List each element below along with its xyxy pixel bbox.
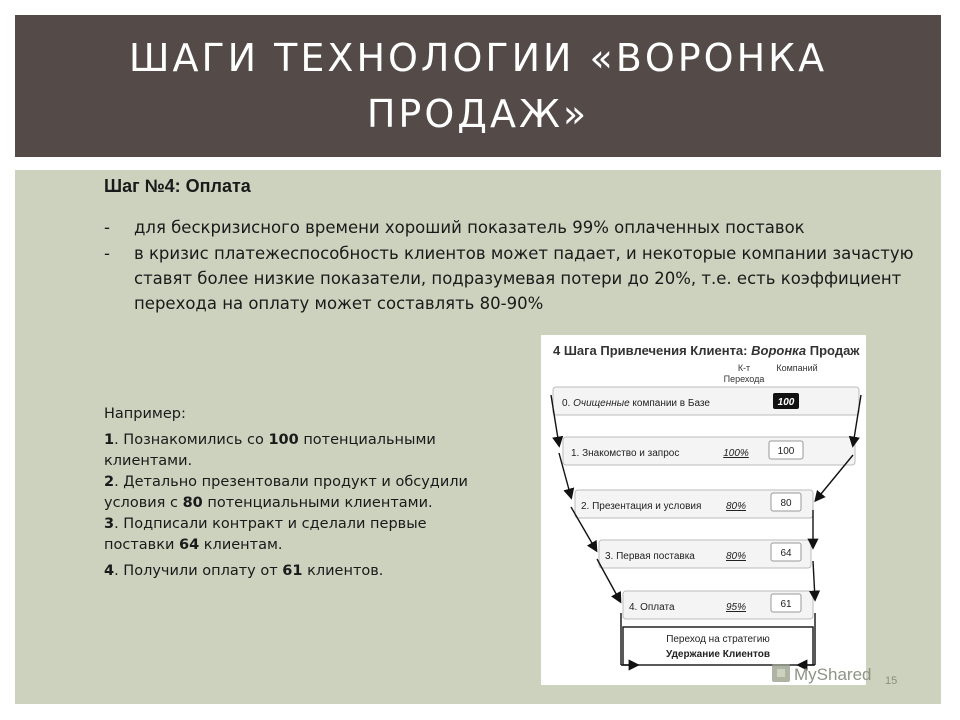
example-intro: Например: — [104, 406, 186, 422]
col-header-count: Компаний — [776, 363, 818, 373]
step-heading: Шаг №4: Оплата — [104, 176, 251, 196]
funnel-count: 61 — [780, 599, 792, 610]
funnel-count: 100 — [777, 397, 795, 408]
bullet-dash: - — [104, 244, 110, 263]
example-text: клиентам. — [199, 537, 283, 553]
bullet-text: для бескризисного времени хороший показатель 99% оплаченных поставок — [134, 218, 805, 237]
funnel-row-label: 3. Первая поставка — [605, 551, 695, 562]
funnel-count: 100 — [777, 446, 795, 457]
funnel-footer-line: Переход на стратегию — [666, 634, 770, 645]
funnel-row-label: 2. Презентация и условия — [581, 501, 702, 512]
funnel-count: 64 — [780, 548, 792, 559]
funnel-title: 4 Шага Привлечения Клиента: Воронка Продаж — [553, 343, 860, 358]
funnel-rate: 80% — [725, 501, 747, 512]
funnel-footer-line: Удержание Клиентов — [665, 649, 771, 660]
bullet-dash: - — [104, 218, 110, 237]
funnel-rate: 95% — [725, 602, 747, 613]
funnel-rate: 100% — [723, 448, 749, 459]
funnel-row-label: 0. Очищенные компании в Базе — [562, 398, 710, 409]
example-item — [104, 514, 494, 556]
example-text: потенциальными клиентами. — [104, 432, 436, 469]
col-header-rate: К-т — [737, 363, 751, 373]
example-text: потенциальными клиентами. — [202, 495, 433, 511]
bullet-item — [104, 215, 934, 240]
col-header-rate: Перехода — [723, 374, 765, 384]
bullet-text: в кризис платежеспособность клиентов может падает, и некоторые компании зачастую ставят более низкие показатели, подразумевая потери до 20%, т.е. есть коэффициент перехода на оплату может составлять 80-90% — [134, 244, 914, 313]
example-block — [104, 404, 494, 582]
watermark-logo — [770, 660, 880, 688]
example-value: 64 — [179, 537, 200, 553]
content-panel — [15, 170, 941, 704]
funnel-row-label: 1. Знакомство и запрос — [571, 448, 680, 459]
slide-title: ШАГИ ТЕХНОЛОГИИ «ВОРОНКА ПРОДАЖ» — [128, 36, 828, 136]
funnel-arrows-left — [551, 395, 637, 665]
example-item — [104, 472, 494, 514]
example-value: 80 — [182, 495, 203, 511]
example-text: . Получили оплату от — [114, 563, 283, 579]
example-text: . Познакомились со — [114, 432, 269, 448]
example-number: 2 — [104, 474, 115, 490]
svg-text:MyShared: MyShared — [794, 665, 872, 684]
example-number: 1 — [104, 432, 115, 448]
example-number: 3 — [104, 516, 115, 532]
example-text: . Детально презентовали продукт и обсудили условия с — [104, 474, 468, 511]
funnel-diagram — [541, 335, 866, 685]
bullet-item — [104, 241, 934, 316]
title-bar — [15, 15, 941, 157]
example-item — [104, 430, 494, 472]
example-text: клиентов. — [302, 563, 384, 579]
funnel-count: 80 — [780, 498, 792, 509]
funnel-rate: 80% — [725, 551, 747, 562]
funnel-arrows-right — [799, 395, 861, 665]
example-number: 4 — [104, 563, 115, 579]
page-number: 15 — [885, 675, 898, 687]
funnel-row-label: 4. Оплата — [629, 602, 675, 613]
example-item — [104, 561, 494, 582]
example-value: 61 — [282, 563, 303, 579]
example-text: . Подписали контракт и сделали первые поставки — [104, 516, 427, 553]
example-value: 100 — [268, 432, 299, 448]
